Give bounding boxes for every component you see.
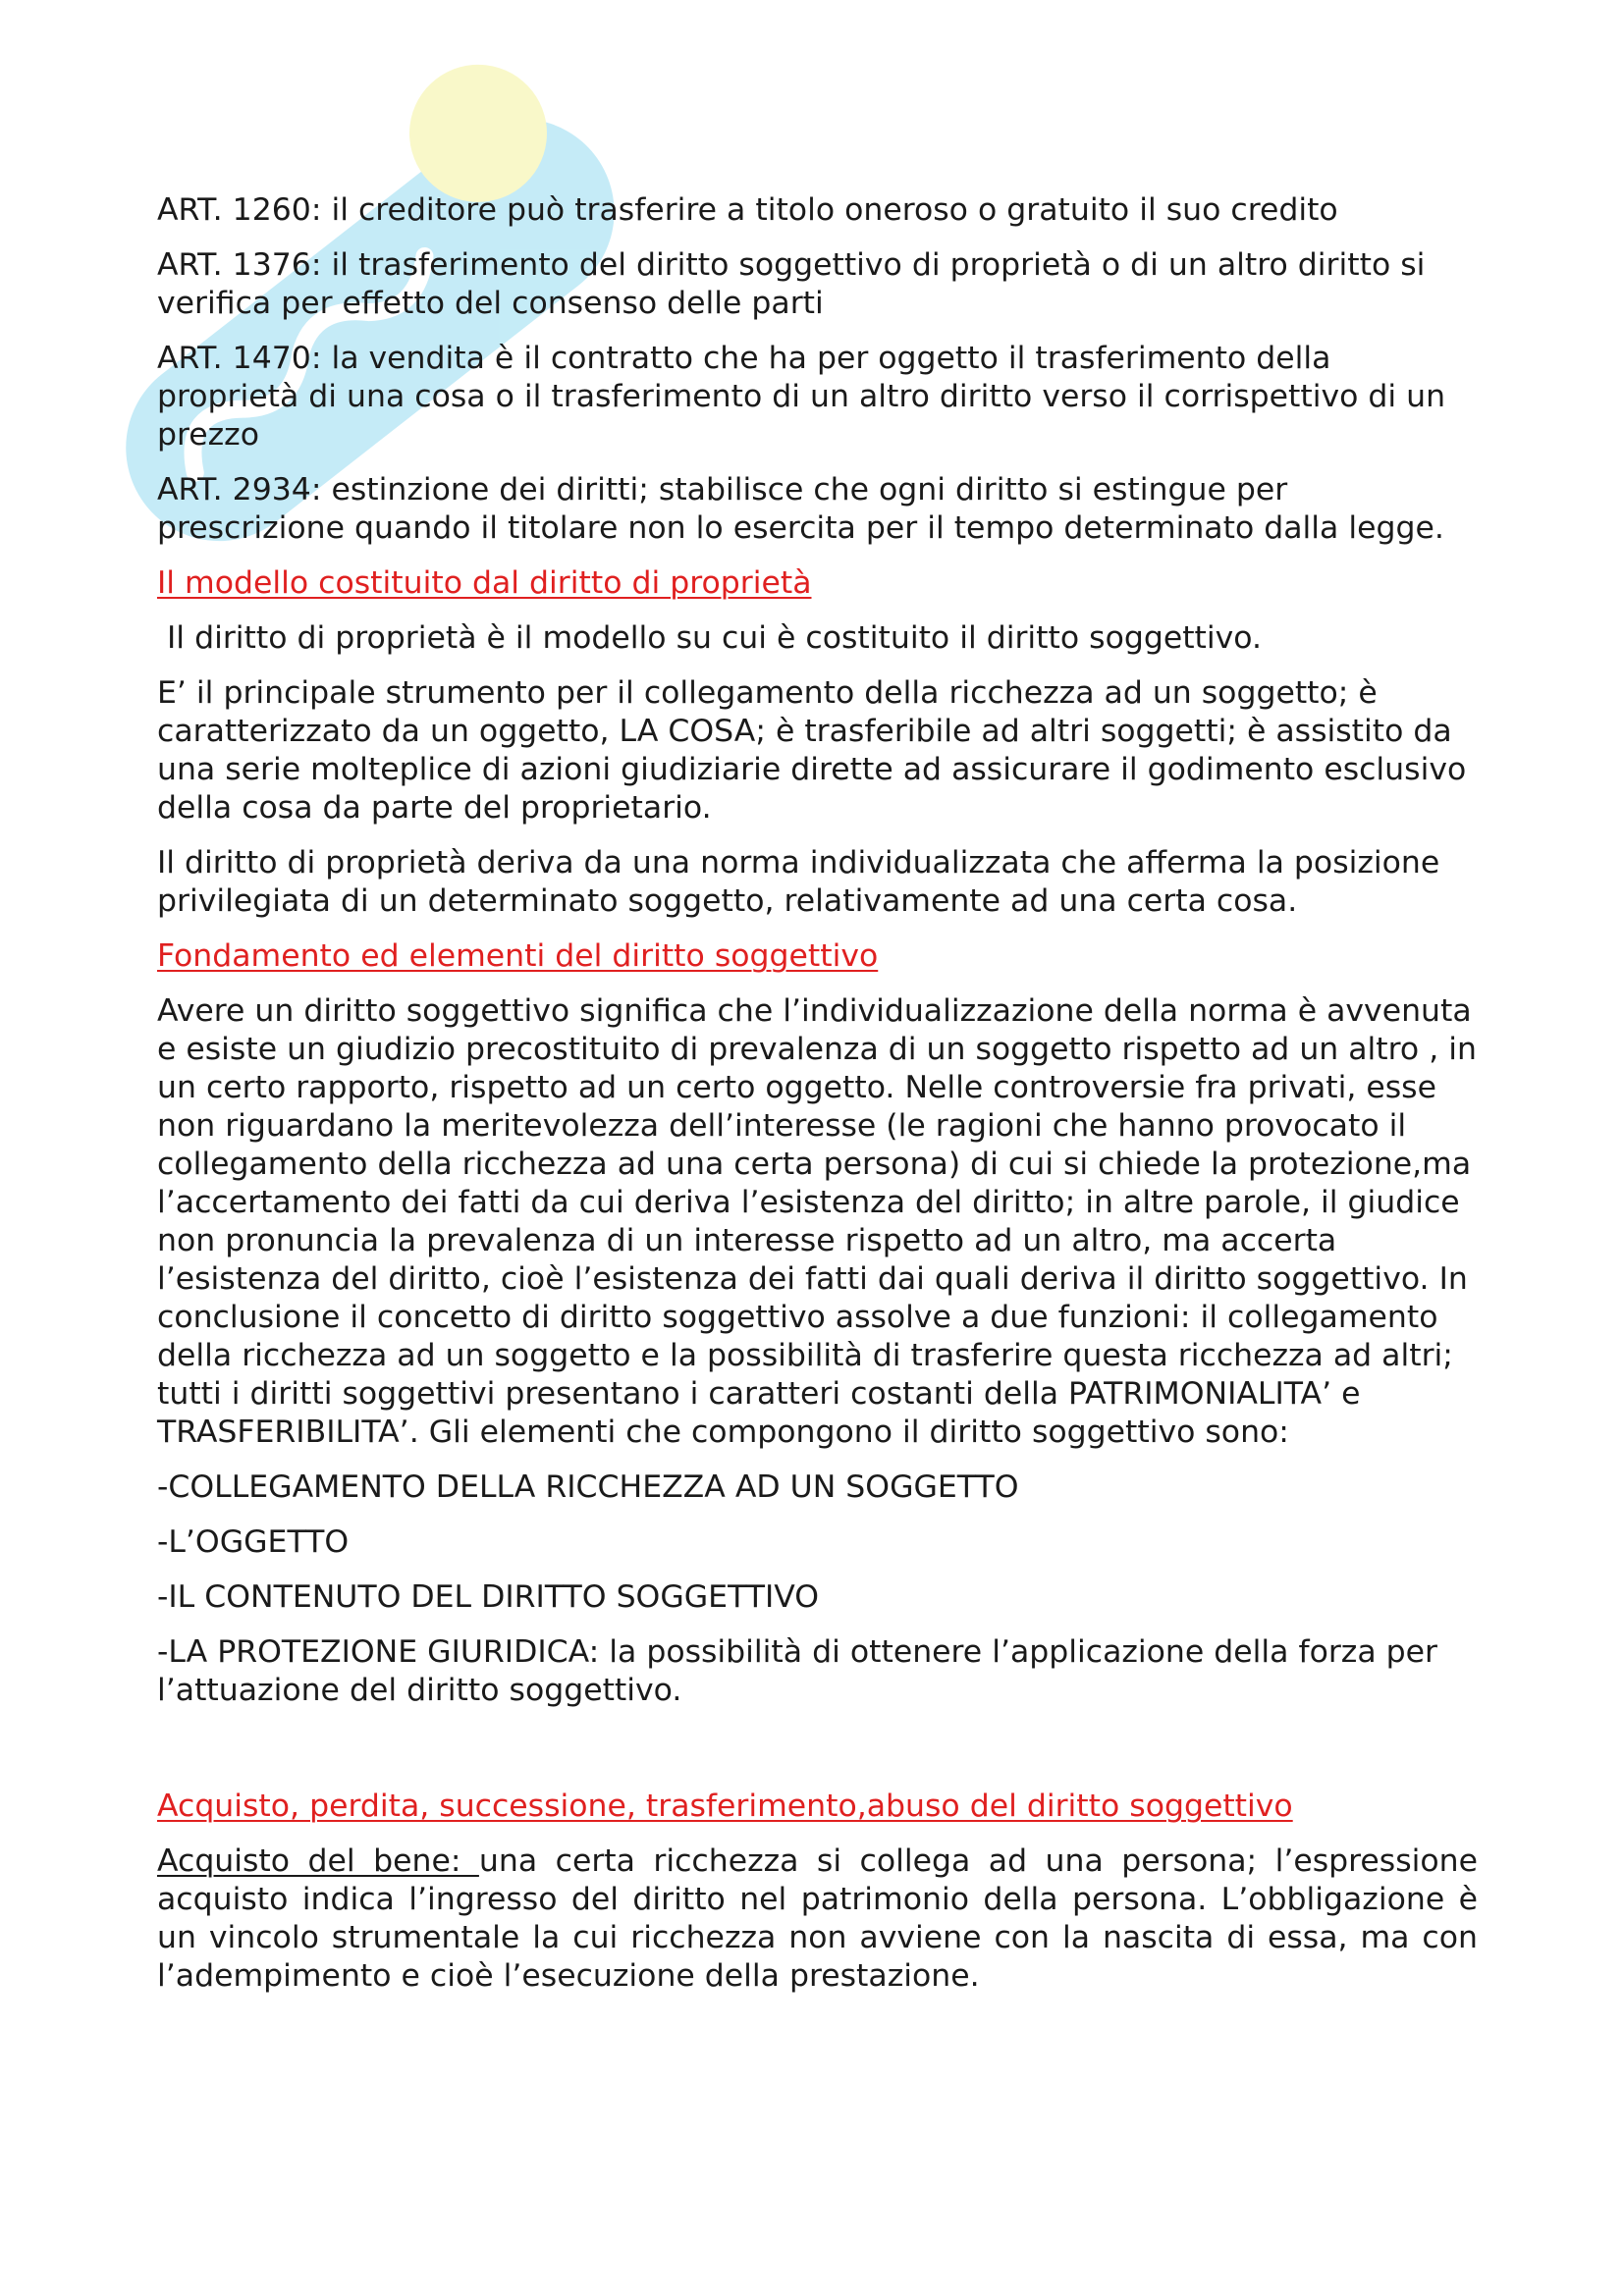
paragraph: E’ il principale strumento per il collegamento della ricchezza ad un soggetto; è caratterizzato da un oggetto, LA COSA; è trasferibile ad altri soggetti; è assistito da una serie molteplice di azioni giudiziarie dirette ad assicurare il godimento esclusivo della cosa da parte del proprietario. xyxy=(157,675,1467,826)
paragraph: Il diritto di proprietà è il modello su cui è costituito il diritto soggettivo. xyxy=(157,620,1263,656)
section-heading-fondamento: Fondamento ed elementi del diritto soggettivo xyxy=(157,938,879,974)
paragraph-acquisto xyxy=(157,1842,1478,1996)
subheading-acquisto-del-bene: Acquisto del bene: xyxy=(157,1843,479,1879)
paragraph-acquisto-text: una certa ricchezza si collega ad una persona; l’espressione acquisto indica l’ingresso del diritto nel patrimonio della persona. L’obbligazione è un vincolo strumentale la cui ricchezza non avviene con la nascita di essa, ma con l’adempimento e cioè l’esecuzione della prestazione. xyxy=(157,1843,1478,1994)
article-1470: ART. 1470: la vendita è il contratto che ha per oggetto il trasferimento della proprietà di una cosa o il trasferimento di un altro diritto verso il corrispettivo di un prezzo xyxy=(157,341,1446,453)
paragraph: Il diritto di proprietà deriva da una norma individualizzata che afferma la posizione privilegiata di un determinato soggetto, relativamente ad una certa cosa. xyxy=(157,845,1440,919)
vertical-spacer xyxy=(157,1727,1478,1788)
list-item: -L’OGGETTO xyxy=(157,1524,350,1560)
paragraph: Avere un diritto soggettivo significa che l’individualizzazione della norma è avvenuta e esiste un giudizio precostituito di prevalenza di un soggetto rispetto ad un altro , in un certo rapporto, rispetto ad un certo oggetto. Nelle controversie fra privati, esse non riguardano la meritevolezza dell’interesse (le ragioni che hanno provocato il collegamento della ricchezza ad una certa persona) di cui si chiede la protezione,ma l’accertamento dei fatti da cui deriva l’esistenza del diritto; in altre parole, il giudice non pronuncia la prevalenza di un interesse rispetto ad un altro, ma accerta l’esistenza del diritto, cioè l’esistenza dei fatti dai quali deriva il diritto soggettivo. In conclusione il concetto di diritto soggettivo assolve a due funzioni: il collegamento della ricchezza ad un soggetto e la possibilità di trasferire questa ricchezza ad altri; tutti i diritti soggettivi presentano i caratteri costanti della PATRIMONIALITA’ e TRASFERIBILITA’. Gli elementi che compongono il diritto soggettivo sono: xyxy=(157,993,1477,1450)
list-item: -IL CONTENUTO DEL DIRITTO SOGGETTIVO xyxy=(157,1579,820,1615)
document-page xyxy=(157,191,1478,2012)
section-heading-proprieta: Il modello costituito dal diritto di proprietà xyxy=(157,565,812,601)
list-item: -LA PROTEZIONE GIURIDICA: la possibilità di ottenere l’applicazione della forza per l’attuazione del diritto soggettivo. xyxy=(157,1634,1437,1708)
list-item: -COLLEGAMENTO DELLA RICCHEZZA AD UN SOGGETTO xyxy=(157,1469,1019,1505)
article-2934: ART. 2934: estinzione dei diritti; stabilisce che ogni diritto si estingue per prescrizione quando il titolare non lo esercita per il tempo determinato dalla legge. xyxy=(157,472,1444,546)
article-1260: ART. 1260: il creditore può trasferire a titolo oneroso o gratuito il suo credito xyxy=(157,192,1338,228)
section-heading-acquisto: Acquisto, perdita, successione, trasferimento,abuso del diritto soggettivo xyxy=(157,1789,1293,1824)
article-1376: ART. 1376: il trasferimento del diritto soggettivo di proprietà o di un altro diritto si verifica per effetto del consenso delle parti xyxy=(157,247,1426,321)
